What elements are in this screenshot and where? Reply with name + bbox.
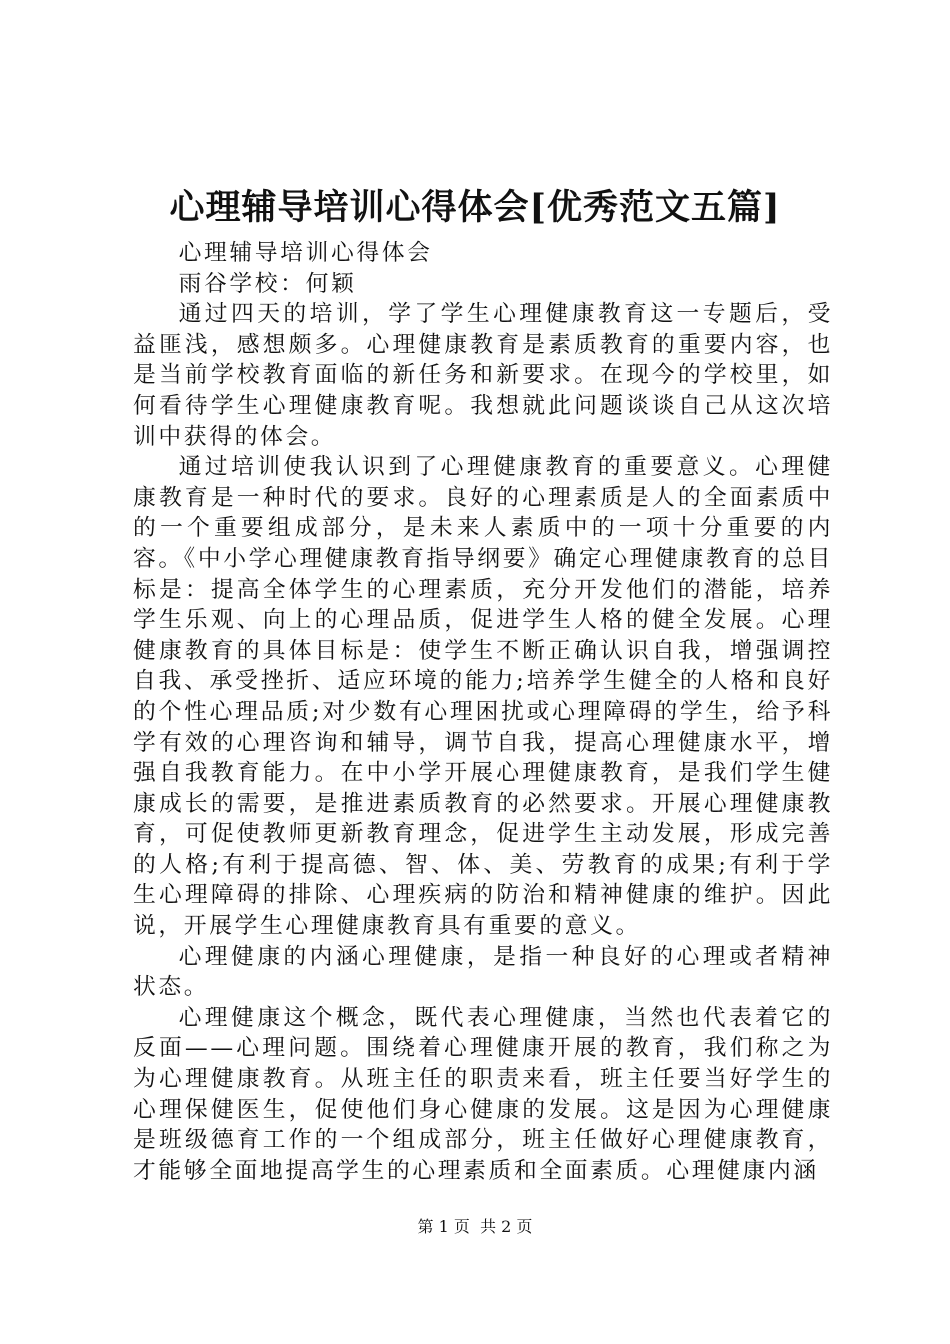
paragraph-subtitle: 心理辅导培训心得体会 [178, 240, 433, 266]
document-title: 心理辅导培训心得体会[优秀范文五篇] [169, 187, 781, 228]
paragraph-definition: 心理健康的内涵心理健康，是指一种良好的心理或者精神状态。 [133, 943, 833, 1001]
page-footer [0, 1217, 950, 1237]
paragraph-significance: 通过培训使我认识到了心理健康教育的重要意义。心理健康教育是一种时代的要求。良好的心理素质是人的全面素质中的一个重要组成部分，是未来人素质中的一项十分重要的内容。《中小学心理健康教育指导纲要》确定心理健康教育的总目标是：提高全体学生的心理素质，充分开发他们的潜能，培养学生乐观、向上的心理品质，促进学生人格的健全发展。心理健康教育的具体目标是：使学生不断正确认识自我，增强调控自我、承受挫折、适应环境的能力;培养学生健全的人格和良好的个性心理品质;对少数有心理困扰或心理障碍的学生，给予科学有效的心理咨询和辅导，调节自我，提高心理健康水平，增强自我教育能力。在中小学开展心理健康教育，是我们学生健康成长的需要，是推进素质教育的必然要求。开展心理健康教育，可促使教师更新教育理念，促进学生主动发展，形成完善的人格;有利于提高德、智、体、美、劳教育的成果;有利于学生心理障碍的排除、心理疾病的防治和精神健康的维护。因此说，开展学生心理健康教育具有重要的意义。 [133, 454, 833, 940]
document-body [133, 238, 833, 1186]
paragraph-concept: 心理健康这个概念，既代表心理健康，当然也代表着它的反面——心理问题。围绕着心理健康开展的教育，我们称之为为心理健康教育。从班主任的职责来看，班主任要当好学生的心理保健医生，促使他们身心健康的发展。这是因为心理健康是班级德育工作的一个组成部分，班主任做好心理健康教育，才能够全面地提高学生的心理素质和全面素质。心理健康内涵 [133, 1004, 833, 1184]
paragraph-author: 雨谷学校：何颖 [178, 270, 357, 297]
paragraph-intro: 通过四天的培训，学了学生心理健康教育这一专题后，受益匪浅，感想颇多。心理健康教育是素质教育的重要内容，也是当前学校教育面临的新任务和新要求。在现今的学校里，如何看待学生心理健康教育呢。我想就此问题谈谈自己从这次培训中获得的体会。 [133, 301, 833, 450]
page-number-label: 第 1 页 共 2 页 [417, 1217, 533, 1236]
